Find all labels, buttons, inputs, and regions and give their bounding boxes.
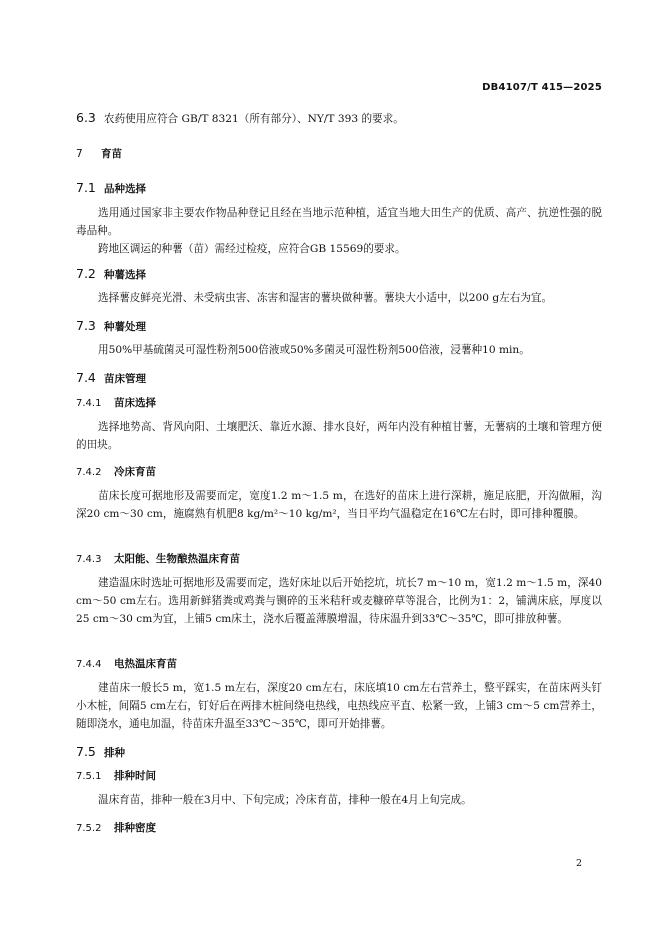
paragraph-7-4-2 <box>76 487 602 523</box>
heading-7-4 <box>76 370 602 386</box>
paragraph: 建造温床时选址可据地形及需要而定，选好床址以后开始挖坑，坑长7 m～10 m，宽1.2 m～1.5 m，深40 cm～50 cm左右。选用新鲜猪粪或鸡粪与铡碎的玉米秸秆或麦糠碎草等混合，比例为1：2，铺满床底，厚度以25 cm～30 cm为宜，上铺5 cm床土，浇水后覆盖薄膜增温，待床温升到33℃～35℃，即可排放种薯。 <box>76 577 602 625</box>
clause-text: 农药使用应符合 GB/T 8321（所有部分）、NY/T 393 的要求。 <box>104 113 404 125</box>
heading-7-5-1 <box>76 768 602 783</box>
paragraph: 跨地区调运的种薯（苗）需经过检疫，应符合GB 15569的要求。 <box>98 243 406 255</box>
heading-title: 苗床选择 <box>114 397 156 409</box>
heading-7-4-4 <box>76 656 602 671</box>
heading-7-4-1 <box>76 395 602 410</box>
heading-7-5-2 <box>76 820 602 835</box>
heading-number: 7.5.2 <box>76 823 102 834</box>
heading-number: 7.1 <box>76 180 96 195</box>
heading-title: 种薯处理 <box>104 321 146 333</box>
heading-title: 育苗 <box>101 148 122 160</box>
paragraph-7-1 <box>76 204 602 258</box>
heading-number: 7.5.1 <box>76 771 102 782</box>
heading-number: 7.4.1 <box>76 398 102 409</box>
paragraph: 选择薯皮鲜亮光滑、未受病虫害、冻害和湿害的薯块做种薯。薯块大小适中，以200 g左右为宜。 <box>98 292 553 304</box>
heading-title: 苗床管理 <box>104 373 146 385</box>
heading-number: 7.3 <box>76 318 96 333</box>
paragraph-7-5-1 <box>76 791 602 809</box>
paragraph: 苗床长度可据地形及需要而定，宽度1.2 m～1.5 m，在选好的苗床上进行深耕，施足底肥，开沟做厢，沟深20 cm～30 cm，施腐熟有机肥8 kg/m²～10 kg/m²，当日平均气温稳定在16℃左右时，即可排种覆膜。 <box>76 490 602 520</box>
heading-number: 7.2 <box>76 266 96 281</box>
heading-7-5 <box>76 744 602 760</box>
heading-7-1 <box>76 180 602 196</box>
heading-number: 7.4 <box>76 370 96 385</box>
heading-7-2 <box>76 266 602 282</box>
heading-title: 排种密度 <box>114 822 156 834</box>
paragraph-7-4-4 <box>76 679 602 733</box>
paragraph: 选用通过国家非主要农作物品种登记且经在当地示范种植，适宜当地大田生产的优质、高产、抗逆性强的脱毒品种。 <box>76 207 602 237</box>
paragraph: 选择地势高、背风向阳、土壤肥沃、靠近水源、排水良好，两年内没有种植甘薯，无薯病的土壤和管理方便的田块。 <box>76 421 602 451</box>
paragraph: 温床育苗，排种一般在3月中、下旬完成；冷床育苗，排种一般在4月上旬完成。 <box>98 794 472 806</box>
clause-number: 6.3 <box>76 110 96 125</box>
heading-number: 7.4.3 <box>76 554 102 565</box>
heading-title: 种薯选择 <box>104 269 146 281</box>
doc-code: DB4107/T 415—2025 <box>482 82 602 93</box>
heading-7-4-3 <box>76 551 602 566</box>
heading-title: 排种 <box>104 747 125 759</box>
heading-7-4-2 <box>76 464 602 479</box>
heading-number: 7.4.4 <box>76 659 102 670</box>
paragraph-7-3 <box>76 341 602 359</box>
clause-6-3 <box>76 110 602 126</box>
heading-number: 7.4.2 <box>76 467 102 478</box>
paragraph-7-4-3 <box>76 574 602 628</box>
heading-number: 7.5 <box>76 744 96 759</box>
heading-number: 7 <box>76 148 83 160</box>
paragraph-7-4-1 <box>76 418 602 454</box>
heading-7-3 <box>76 318 602 334</box>
heading-title: 品种选择 <box>104 183 146 195</box>
heading-title: 冷床育苗 <box>114 466 156 478</box>
heading-title: 电热温床育苗 <box>114 658 177 670</box>
page-number: 2 <box>575 858 582 869</box>
paragraph-7-2 <box>76 289 602 307</box>
paragraph: 用50%甲基硫菌灵可湿性粉剂500倍液或50%多菌灵可湿性粉剂500倍液，浸薯种10 min。 <box>98 344 530 356</box>
heading-7 <box>76 146 602 161</box>
heading-title: 太阳能、生物酿热温床育苗 <box>114 553 240 565</box>
heading-title: 排种时间 <box>114 770 156 782</box>
paragraph: 建苗床一般长5 m，宽1.5 m左右，深度20 cm左右，床底填10 cm左右营养土，整平踩实，在苗床两头钉小木桩，间隔5 cm左右，钉好后在两排木桩间绕电热线，电热线应平直、松紧一致，上铺3 cm～5 cm营养土，随即浇水，通电加温，待苗床升温至33℃～35℃，即可开始排薯。 <box>76 682 602 730</box>
